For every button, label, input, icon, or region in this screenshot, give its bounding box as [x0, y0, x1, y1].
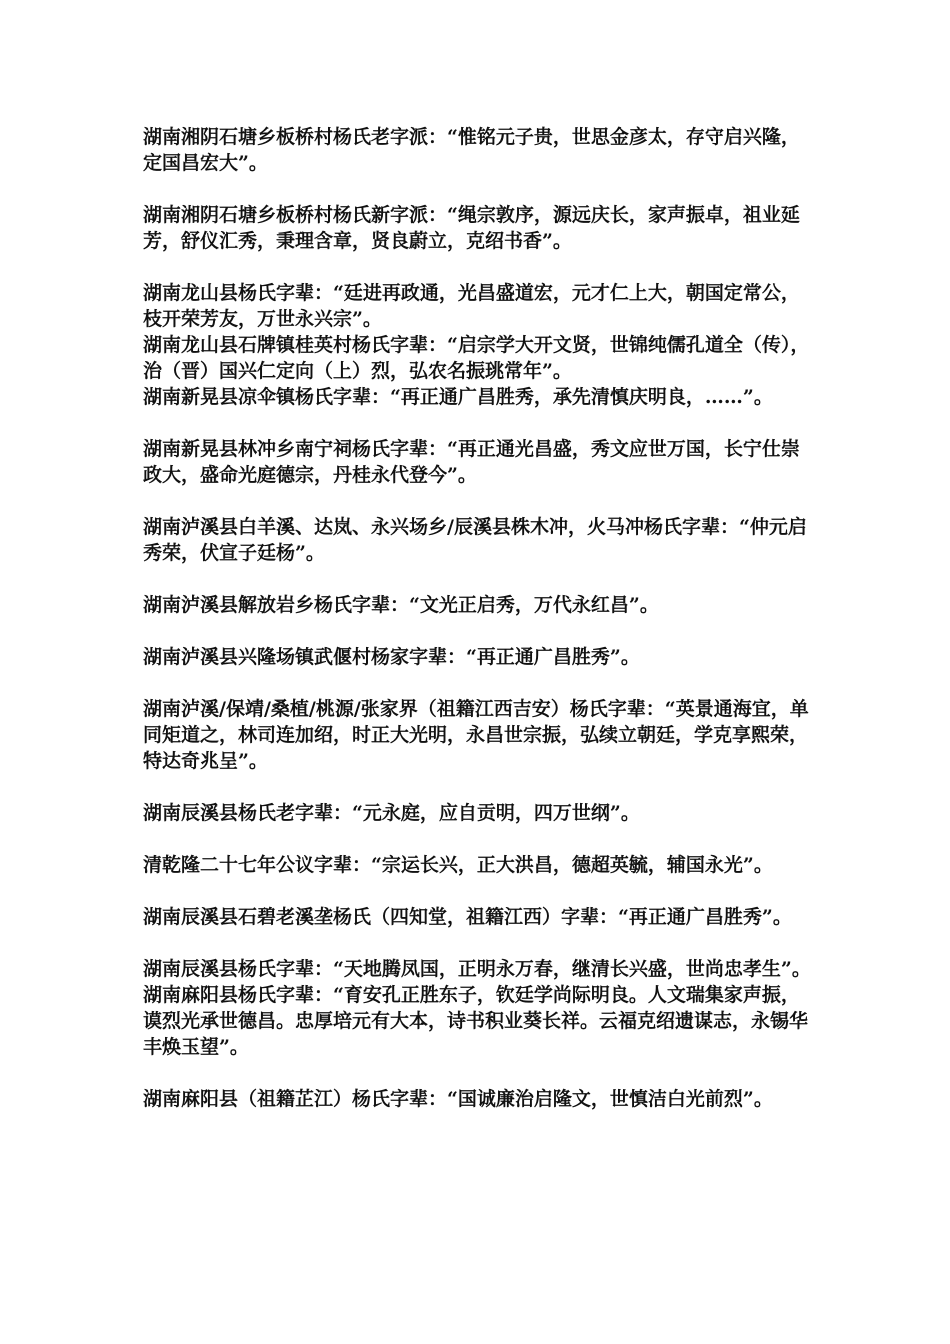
paragraph-longshan-shipai: 湖南龙山县石牌镇桂英村杨氏字辈：“启宗学大开文贤，世锦纯儒孔道全（传），治（晋）国兴仁定向（上）烈，弘农名振珧常年”。	[143, 334, 810, 382]
paragraph-chenxi-old: 湖南辰溪县杨氏老字辈：“元永庭，应自贡明，四万世纲”。	[143, 802, 640, 824]
paragraph-xiangyin-new: 湖南湘阴石塘乡板桥村杨氏新字派：“绳宗敦序，源远庆长，家声振卓，祖业延芳，舒仪汇秀，秉理含章，贤良蔚立，克绍书香”。	[143, 204, 800, 252]
paragraph-gap	[143, 618, 818, 644]
paragraph-gap	[143, 254, 818, 280]
paragraph-luxi-jiefangyan: 湖南泸溪县解放岩乡杨氏字辈：“文光正启秀，万代永红昌”。	[143, 594, 659, 616]
paragraph-gap	[143, 826, 818, 852]
paragraph-xinhuang-liangsan: 湖南新晃县凉伞镇杨氏字辈：“再正通广昌胜秀，承先清慎庆明良，……”。	[143, 386, 773, 408]
paragraph-mayang-zhijiang: 湖南麻阳县（祖籍芷江）杨氏字辈：“国诚廉治启隆文，世慎洁白光前烈”。	[143, 1088, 773, 1110]
paragraph-gap	[143, 930, 818, 956]
paragraph-gap	[143, 488, 818, 514]
paragraph-luxi-baiyangxi: 湖南泸溪县白羊溪、达岚、永兴场乡/辰溪县株木冲，火马冲杨氏字辈：“仲元启秀荣，伏宣子廷杨”。	[143, 516, 807, 564]
paragraph-luxi-multi-county: 湖南泸溪/保靖/桑植/桃源/张家界（祖籍江西吉安）杨氏字辈：“英景通海宜，单同矩道之，林司连加绍，时正大光明，永昌世宗振，弘续立朝廷，学克享熙荣，特达奇兆呈”。	[143, 698, 809, 772]
paragraph-gap	[143, 410, 818, 436]
paragraph-gap	[143, 566, 818, 592]
paragraph-gap	[143, 670, 818, 696]
paragraph-gap	[143, 774, 818, 800]
paragraph-longshan: 湖南龙山县杨氏字辈：“廷进再政通，光昌盛道宏，元才仁上大，朝国定常公，枝开荣芳友，万世永兴宗”。	[143, 282, 800, 330]
paragraph-gap	[143, 1060, 818, 1086]
paragraph-chenxi: 湖南辰溪县杨氏字辈：“天地腾凤国，正明永万春，继清长兴盛，世尚忠孝生”。	[143, 958, 811, 980]
paragraph-qianlong: 清乾隆二十七年公议字辈：“宗运长兴，正大洪昌，德超英毓，辅国永光”。	[143, 854, 773, 876]
paragraph-gap	[143, 176, 818, 202]
paragraph-chenxi-shibi: 湖南辰溪县石碧老溪垄杨氏（四知堂，祖籍江西）字辈：“再正通广昌胜秀”。	[143, 906, 792, 928]
paragraph-luxi-xinglongchang: 湖南泸溪县兴隆场镇武偃村杨家字辈：“再正通广昌胜秀”。	[143, 646, 640, 668]
paragraph-mayang: 湖南麻阳县杨氏字辈：“育安孔正胜东子，钦廷学尚际明良。人文瑞集家声振，谟烈光承世德昌。忠厚培元有大本，诗书积业葵长祥。云福克绍遗谋志，永锡华丰焕玉望”。	[143, 984, 809, 1058]
paragraph-xiangyin-old: 湖南湘阴石塘乡板桥村杨氏老字派：“惟铭元子贵，世思金彦太，存守启兴隆，定国昌宏大”。	[143, 126, 800, 174]
paragraph-gap	[143, 878, 818, 904]
document-body	[143, 124, 818, 1112]
paragraph-xinhuang-linchong: 湖南新晃县林冲乡南宁祠杨氏字辈：“再正通光昌盛，秀文应世万国，长宁仕崇政大，盛命光庭德宗，丹桂永代登今”。	[143, 438, 800, 486]
